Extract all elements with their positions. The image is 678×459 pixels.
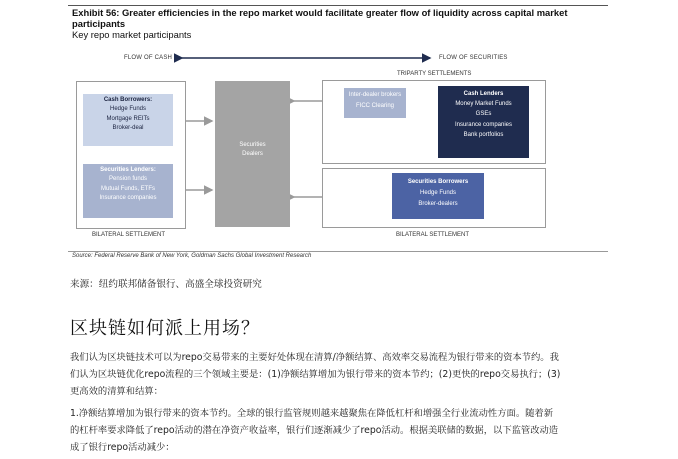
paragraph-line: 成了银行repo活动减少： — [70, 442, 175, 453]
flow-of-securities-label: FLOW OF SECURITIES — [439, 55, 508, 61]
paragraph-line: 们认为区块链优化repo流程的三个领域主要是：(1)净额结算增加为银行带来的资本节约；(2)更快的repo交易执行；(3) — [70, 369, 561, 380]
source-rule — [68, 251, 608, 252]
securities-borrowers-item: Broker-dealers — [418, 200, 458, 207]
cn-source-note: 来源：纽约联邦储备银行、高盛全球投资研究 — [70, 279, 262, 290]
paragraph-intro — [70, 349, 610, 400]
securities-lenders-item: Insurance companies — [99, 194, 157, 201]
cash-lenders-box — [438, 86, 529, 158]
bilateral-settlement-right-label: BILATERAL SETTLEMENT — [396, 232, 470, 238]
triparty-settlements-label: TRIPARTY SETTLEMENTS — [397, 71, 472, 77]
bilateral-settlement-left-label: BILATERAL SETTLEMENT — [92, 232, 166, 238]
securities-dealers-line1: Securities — [239, 142, 266, 148]
exhibit-title: Exhibit 56: Greater efficiencies in the repo market would facilitate greater flow of liquidity across capital market participants — [72, 7, 568, 29]
source-note: Source: Federal Reserve Bank of New York, Goldman Sachs Global Investment Research — [72, 253, 312, 259]
cash-lenders-item: Bank portfolios — [463, 131, 504, 138]
exhibit-subtitle: Key repo market participants — [72, 29, 192, 40]
flow-of-cash-label: FLOW OF CASH — [124, 55, 173, 61]
securities-lenders-item: Pension funds — [108, 176, 148, 183]
securities-lenders-title: Securities Lenders: — [100, 167, 156, 173]
securities-lenders-item: Mutual Funds, ETFs — [100, 185, 156, 192]
securities-dealers-line2: Dealers — [242, 151, 263, 158]
cash-lenders-item: Insurance companies — [454, 121, 513, 128]
securities-dealers-box — [215, 81, 290, 227]
cash-borrowers-box — [83, 94, 173, 146]
securities-borrowers-item: Hedge Funds — [419, 189, 457, 196]
cash-lenders-item: Money Market Funds — [455, 101, 512, 108]
cash-borrowers-item: Hedge Funds — [109, 106, 147, 113]
interdealer-line2: FICC Clearing — [355, 103, 394, 110]
cash-lenders-item: GSEs — [475, 111, 492, 118]
securities-borrowers-title: Securities Borrowers — [407, 179, 469, 185]
paragraph-line: 我们认为区块链技术可以为repo交易带来的主要好处体现在清算/净额结算、高效率交易流程为银行带来的资本节约。我 — [70, 352, 559, 363]
cash-borrowers-title: Cash Borrowers: — [103, 97, 153, 103]
paragraph-line: 的杠杆率要求降低了repo活动的潜在净资产收益率，银行们逐渐减少了repo活动。根据美联储的数据，以下监管改动造 — [70, 425, 559, 436]
paragraph-line: 更高效的清算和结算： — [70, 386, 163, 397]
cash-borrowers-item: Broker-deal — [112, 124, 144, 131]
paragraph-line: 1.净额结算增加为银行带来的资本节约。全球的银行监管规则越来越聚焦在降低杠杆和增强全行业流动性方面。随着新 — [70, 408, 554, 419]
cash-borrowers-item: Mortgage REITs — [106, 115, 150, 122]
interdealer-line1: Inter-dealer brokers — [348, 92, 402, 98]
cash-lenders-title: Cash Lenders — [463, 91, 504, 97]
paragraph-netting — [70, 405, 610, 456]
interdealer-box — [344, 88, 406, 118]
securities-borrowers-box — [392, 173, 484, 219]
section-heading: 区块链如何派上用场？ — [70, 318, 260, 339]
securities-lenders-box — [83, 164, 173, 218]
